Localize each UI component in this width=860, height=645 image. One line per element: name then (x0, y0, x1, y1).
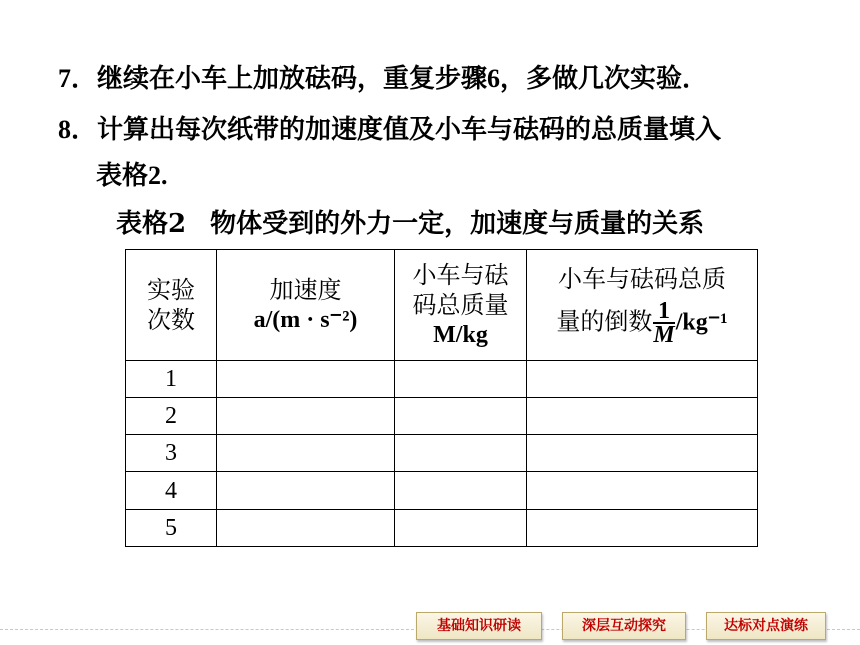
table-cell (217, 509, 395, 546)
table-cell (217, 435, 395, 472)
table-caption-text: 物体受到的外力一定，加速度与质量的关系 (210, 209, 705, 239)
header-total-mass: 小车与砝 码总质量 M/kg (395, 250, 527, 361)
inverse-mass-fraction: $\frac{1}{M}$ (653, 297, 675, 348)
table-caption (116, 207, 704, 241)
table-row: 4 (126, 472, 758, 509)
header-inverse-mass: 小车与砝码总质 量的倒数 $\frac{1}{M}$ /kg⁻¹ (527, 250, 758, 361)
nav-basic-knowledge-button[interactable]: 基础知识研读 (416, 612, 542, 640)
table-row: 2 (126, 397, 758, 434)
header-trial-number: 实验 次数 (126, 250, 217, 361)
header-acceleration: 加速度 a/(m · s⁻²) (217, 250, 395, 361)
table-cell (217, 360, 395, 397)
nav-practice-button[interactable]: 达标对点演练 (706, 612, 826, 640)
table-cell (527, 509, 758, 546)
table-row: 1 (126, 360, 758, 397)
table-header-row (126, 250, 758, 361)
table-cell (395, 472, 527, 509)
table-cell (395, 509, 527, 546)
table-cell (395, 397, 527, 434)
table-cell (217, 397, 395, 434)
table-cell (527, 472, 758, 509)
step-8-continued: 表格2. (96, 161, 168, 191)
table-caption-label: 表格2 (116, 209, 187, 239)
table-row: 5 (126, 509, 758, 546)
table-cell (395, 435, 527, 472)
table-cell (527, 360, 758, 397)
data-table (125, 249, 758, 547)
step-7: 7．继续在小车上加放砝码，重复步骤6，多做几次实验． (58, 64, 709, 94)
table-cell (527, 397, 758, 434)
table-cell (395, 360, 527, 397)
table-cell (217, 472, 395, 509)
table-row: 3 (126, 435, 758, 472)
step-8: 8．计算出每次纸带的加速度值及小车与砝码的总质量填入 (58, 115, 722, 145)
table-cell (527, 435, 758, 472)
nav-deep-exploration-button[interactable]: 深层互动探究 (562, 612, 686, 640)
